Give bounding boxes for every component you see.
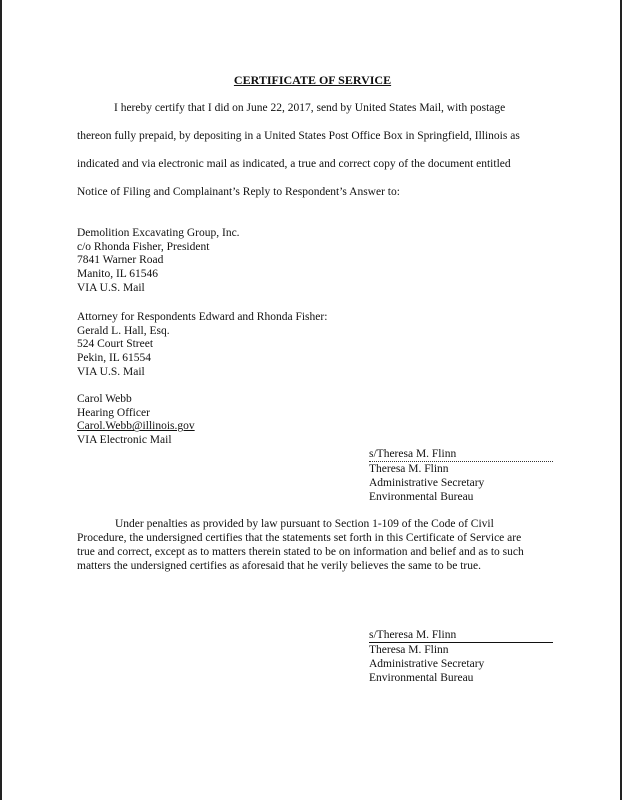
signature-2-name: Theresa M. Flinn — [369, 644, 449, 656]
paragraph2-line-2: Procedure, the undersigned certifies that the statements set forth in this Certificate of Service are — [77, 532, 522, 544]
recipient-2-line-4: Pekin, IL 61554 — [77, 352, 151, 365]
recipient-1-line-2: c/o Rhonda Fisher, President — [77, 240, 210, 253]
signature-1-role: Administrative Secretary — [369, 477, 485, 489]
recipient-block-2 — [77, 311, 327, 380]
recipient-2-line-2: Gerald L. Hall, Esq. — [77, 324, 170, 337]
recipient-1-line-5: VIA U.S. Mail — [77, 281, 145, 294]
recipient-2-line-1: Attorney for Respondents Edward and Rhonda Fisher: — [77, 311, 328, 323]
signature-2-dept: Environmental Bureau — [369, 672, 474, 684]
signature-1-name: Theresa M. Flinn — [369, 463, 449, 475]
recipient-1-line-3: 7841 Warner Road — [77, 254, 164, 267]
recipient-1-line-4: Manito, IL 61546 — [77, 268, 159, 281]
paragraph1-line-1: I hereby certify that I did on June 22, 2017, send by United States Mail, with postage — [114, 102, 506, 114]
paragraph1-line-3: indicated and via electronic mail as indicated, a true and correct copy of the document entitled — [77, 158, 511, 170]
recipient-3-method: VIA Electronic Mail — [77, 434, 172, 447]
recipient-2-line-3: 524 Court Street — [77, 338, 154, 351]
paragraph1-line-2: thereon fully prepaid, by depositing in a United States Post Office Box in Springfield, Illinois as — [77, 130, 520, 142]
signature-1-sig: s/Theresa M. Flinn — [369, 448, 553, 462]
paragraph2-line-4: matters the undersigned certifies as aforesaid that he verily believes the same to be true. — [77, 560, 481, 572]
paragraph2 — [77, 517, 524, 573]
signature-2-sig: s/Theresa M. Flinn — [369, 629, 553, 643]
signature-1-dept: Environmental Bureau — [369, 491, 474, 503]
recipient-2-line-5: VIA U.S. Mail — [77, 365, 145, 378]
scan-edge-left — [0, 0, 2, 800]
signature-block-1 — [369, 447, 553, 504]
recipient-block-1 — [77, 227, 240, 296]
signature-block-2 — [369, 628, 553, 685]
page-title: CERTIFICATE OF SERVICE — [233, 73, 392, 87]
recipient-1-line-1: Demolition Excavating Group, Inc. — [77, 227, 240, 239]
recipient-3-title: Hearing Officer — [77, 406, 150, 419]
recipient-block-3 — [77, 393, 195, 448]
paragraph2-line-3: true and correct, except as to matters therein stated to be on information and belief and as to such — [77, 546, 524, 558]
paragraph1-line-4: Notice of Filing and Complainant’s Reply to Respondent’s Answer to: — [77, 186, 400, 198]
recipient-3-name: Carol Webb — [77, 393, 132, 405]
paragraph2-line-1: Under penalties as provided by law pursuant to Section 1-109 of the Code of Civil — [115, 518, 494, 530]
signature-2-role: Administrative Secretary — [369, 658, 485, 670]
scan-edge-right — [620, 0, 622, 800]
recipient-3-email-link[interactable]: Carol.Webb@illinois.gov — [77, 420, 195, 433]
